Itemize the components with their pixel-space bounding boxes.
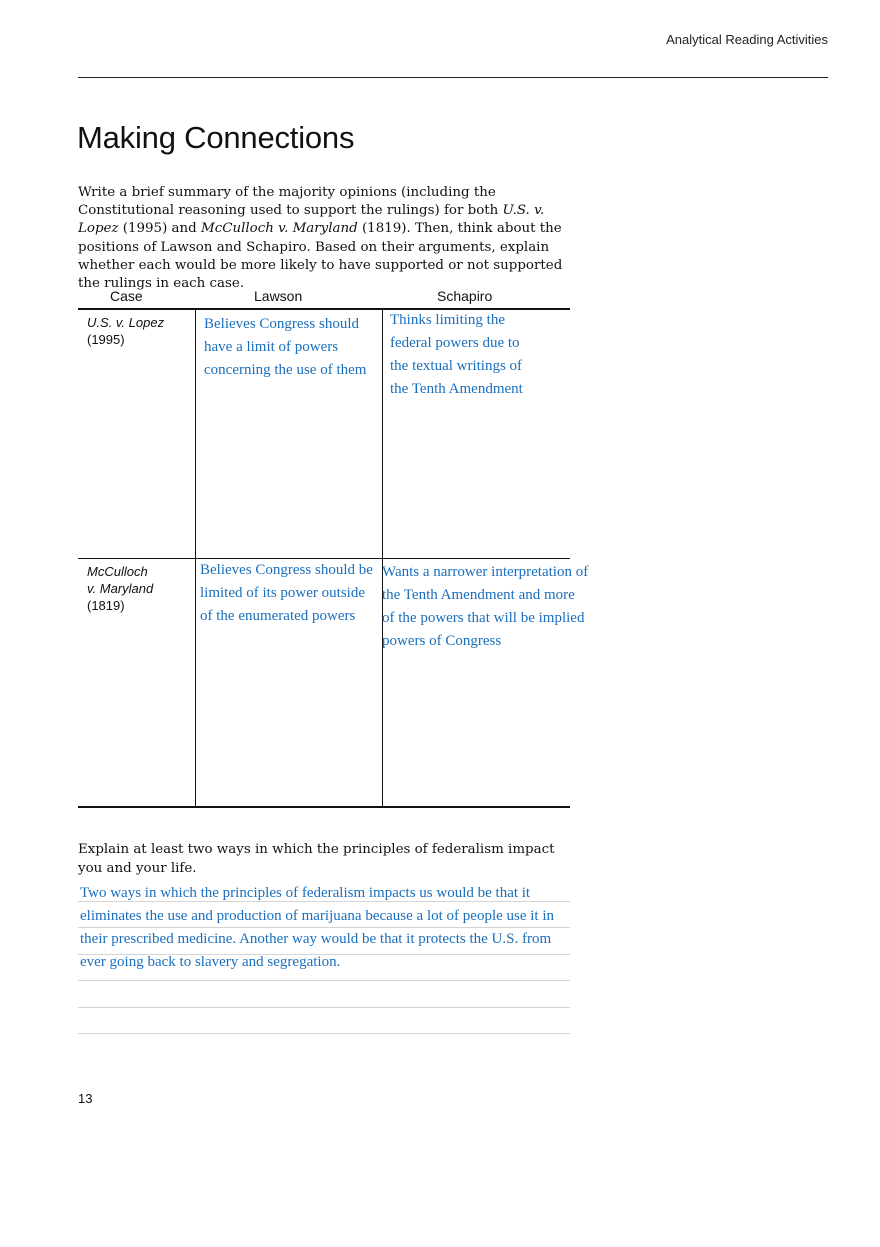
handwritten-line: eliminates the use and production of marijuana because a lot of people use it in <box>80 908 555 924</box>
header-divider <box>78 77 828 78</box>
federalism-answer[interactable] <box>80 882 580 974</box>
intro-text-2: (1995) and <box>118 221 201 237</box>
federalism-prompt: Explain at least two ways in which the principles of federalism impact you and your life. <box>78 842 555 876</box>
intro-text-1: Write a brief summary of the majority opinions (including the Constitutional reasoning used to support the rulings) for both <box>78 185 503 219</box>
header-lawson: Lawson <box>254 288 303 304</box>
lawson-answer-mcculloch[interactable] <box>200 559 373 628</box>
lawson-answer-lopez[interactable] <box>204 313 366 382</box>
handwritten-line: their prescribed medicine. Another way would be that it protects the U.S. from <box>80 931 552 947</box>
handwritten-line: Wants a narrower interpretation of <box>382 564 589 580</box>
running-header: Analytical Reading Activities <box>666 32 828 47</box>
case-year: (1995) <box>87 332 125 347</box>
handwritten-line: Believes Congress should be <box>200 562 373 578</box>
handwritten-line: Believes Congress should <box>204 316 359 332</box>
schapiro-answer-mcculloch[interactable] <box>382 561 588 653</box>
table-bottom-rule <box>78 806 570 808</box>
writing-line <box>78 980 570 981</box>
handwritten-line: ever going back to slavery and segregation. <box>80 954 341 970</box>
handwritten-line: of the powers that will be implied <box>382 610 585 626</box>
handwritten-line: have a limit of powers <box>204 339 339 355</box>
writing-line <box>78 1007 570 1008</box>
page-number: 13 <box>78 1091 93 1106</box>
instructions-paragraph <box>78 184 578 293</box>
intro-case-mcculloch: McCulloch v. Maryland <box>201 221 358 237</box>
case-name: U.S. v. Lopez <box>87 315 165 330</box>
handwritten-line: Two ways in which the principles of federalism impacts us would be that it <box>80 885 531 901</box>
handwritten-line: the textual writings of <box>390 358 523 374</box>
page-title: Making Connections <box>77 120 355 155</box>
case-cell-mcculloch <box>87 563 153 614</box>
handwritten-line: limited of its power outside <box>200 585 365 601</box>
handwritten-line: the Tenth Amendment <box>390 381 523 397</box>
writing-line <box>78 1033 570 1034</box>
header-case: Case <box>110 288 143 304</box>
handwritten-line: powers of Congress <box>382 633 502 649</box>
case-name-line1: McCulloch <box>87 564 148 579</box>
case-name-line2: v. Maryland <box>87 581 154 596</box>
header-schapiro: Schapiro <box>437 288 493 304</box>
handwritten-line: the Tenth Amendment and more <box>382 587 575 603</box>
handwritten-line: of the enumerated powers <box>200 608 356 624</box>
handwritten-line: Thinks limiting the <box>390 312 505 328</box>
intro-text-3: (1819). Then, think about the positions of Lawson and Schapiro. Based on their arguments, explain whether each would be more likely to have supported or not supported the rulings in each case. <box>78 221 563 292</box>
case-year: (1819) <box>87 598 125 613</box>
table-header <box>78 288 570 308</box>
handwritten-line: federal powers due to <box>390 335 520 351</box>
schapiro-answer-lopez[interactable] <box>390 309 523 401</box>
handwritten-line: concerning the use of them <box>204 362 367 378</box>
case-cell-lopez <box>87 314 164 348</box>
intro-case-lopez: U.S. v. Lopez <box>78 203 545 237</box>
